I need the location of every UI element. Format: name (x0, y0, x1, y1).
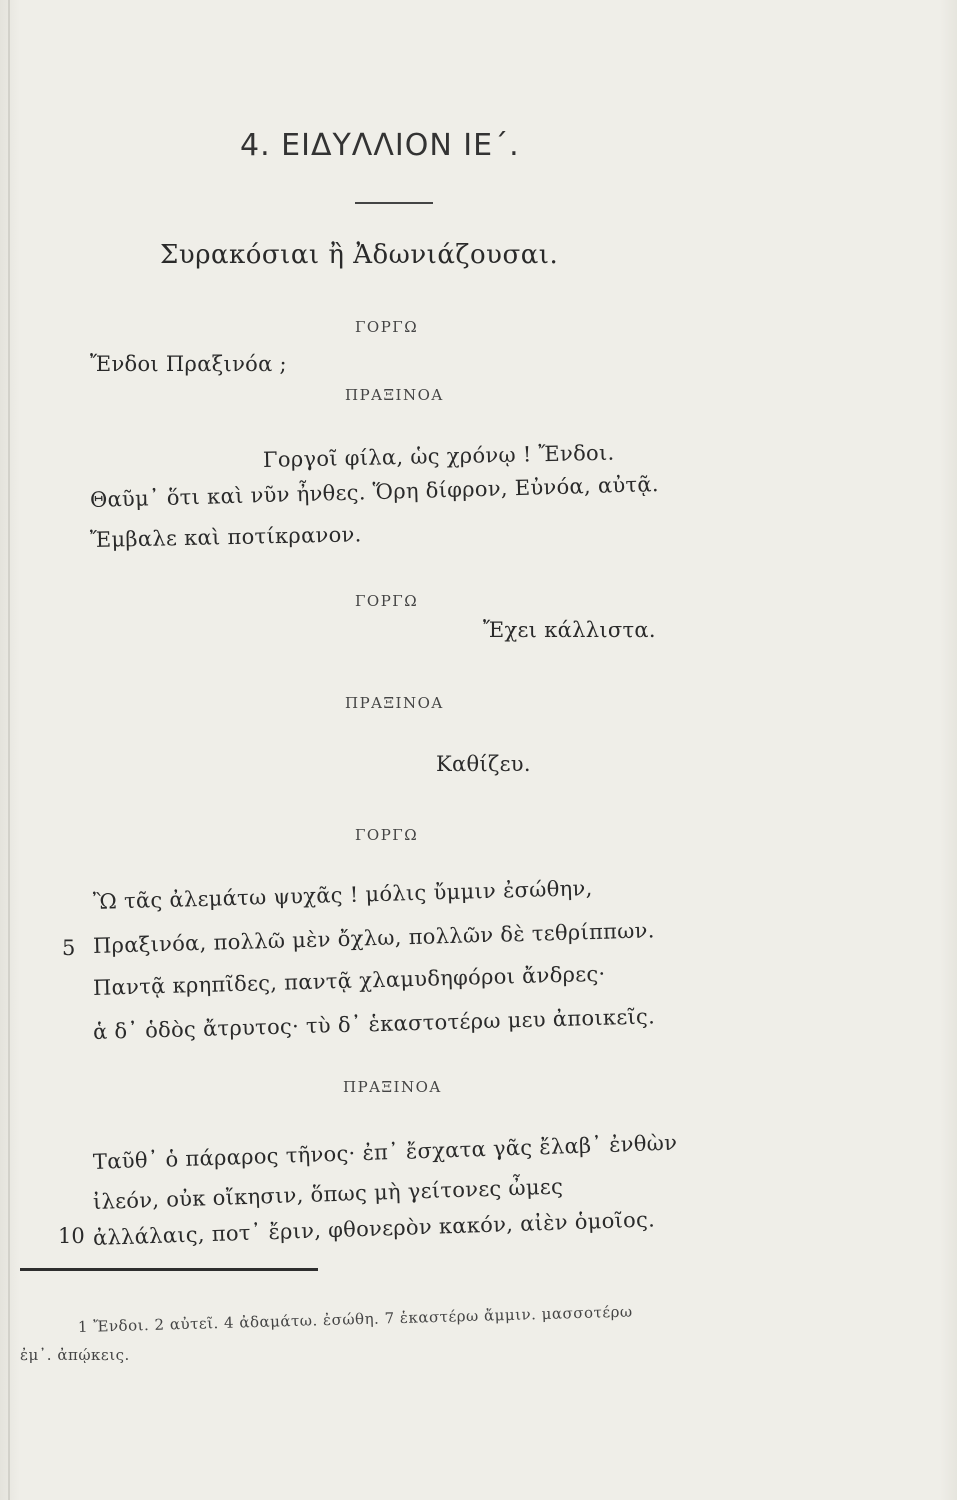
footnote-line: ἐμ᾽. ἀπῴκεις. (20, 1346, 130, 1364)
verse-line: ἰλεόν, οὐκ οἴκησιν, ὅπως μὴ γείτονες ὦμες (92, 1174, 564, 1214)
verse-line: Θαῦμ᾽ ὅτι καὶ νῦν ἦνθες. Ὅρη δίφρον, Εὐνόα, αὐτᾷ. (89, 472, 660, 512)
page-edge-shadow (8, 0, 10, 1500)
speaker-label: ΓΟΡΓΩ (355, 592, 419, 610)
verse-line: Ἔχει κάλλιστα. (483, 618, 656, 642)
poem-title: 4. ΕΙΔΥΛΛΙΟΝ ΙΕ΄. (240, 128, 520, 163)
speaker-label: ΠΡΑΞΙΝΟΑ (343, 1078, 442, 1096)
speaker-label: ΓΟΡΓΩ (355, 318, 419, 336)
verse-line: ἁ δ᾽ ὁδὸς ἄτρυτος· τὺ δ᾽ ἑκαστοτέρω μευ ἀποικεῖς. (92, 1004, 656, 1044)
verse-line: Καθίζευ. (436, 752, 531, 776)
verse-line: Ἔνδοι Πραξινόα ; (90, 352, 287, 376)
verse-line: Πραξινόα, πολλῶ μὲν ὄχλω, πολλῶν δὲ τεθρίππων. (92, 918, 655, 958)
speaker-label: ΓΟΡΓΩ (355, 826, 419, 844)
line-number: 5 (62, 936, 76, 960)
verse-line: Ταῦθ᾽ ὁ πάραρος τῆνος· ἐπ᾽ ἔσχατα γᾶς ἔλαβ᾽ ἐνθὼν (92, 1130, 678, 1174)
verse-line: Ὢ τᾶς ἀλεμάτω ψυχᾶς ! μόλις ὔμμιν ἐσώθην, (92, 876, 593, 914)
poem-subtitle: Συρακόσιαι ἢ Ἀδωνιάζουσαι. (160, 240, 559, 270)
speaker-label: ΠΡΑΞΙΝΟΑ (345, 386, 444, 404)
speaker-label: ΠΡΑΞΙΝΟΑ (345, 694, 444, 712)
footnote-line: 1 Ἔνδοι. 2 αὐτεῖ. 4 ἀδαμάτω. ἐσώθη. 7 ἑκαστέρω ἄμμιν. μασσοτέρω (77, 1302, 633, 1336)
footnote-rule (20, 1268, 318, 1271)
line-number: 10 (58, 1224, 85, 1248)
verse-line: Γοργοῖ φίλα, ὡς χρόνῳ ! Ἔνδοι. (262, 440, 615, 472)
title-divider (355, 202, 433, 204)
verse-line: Παντᾷ κρηπῖδες, παντᾷ χλαμυδηφόροι ἄνδρες· (92, 961, 606, 1000)
verse-line: Ἔμβαλε καὶ ποτίκρανον. (89, 522, 362, 552)
verse-line: ἀλλάλαις, ποτ᾽ ἔριν, φθονερὸν κακόν, αἰὲν ὁμοῖος. (92, 1207, 656, 1250)
